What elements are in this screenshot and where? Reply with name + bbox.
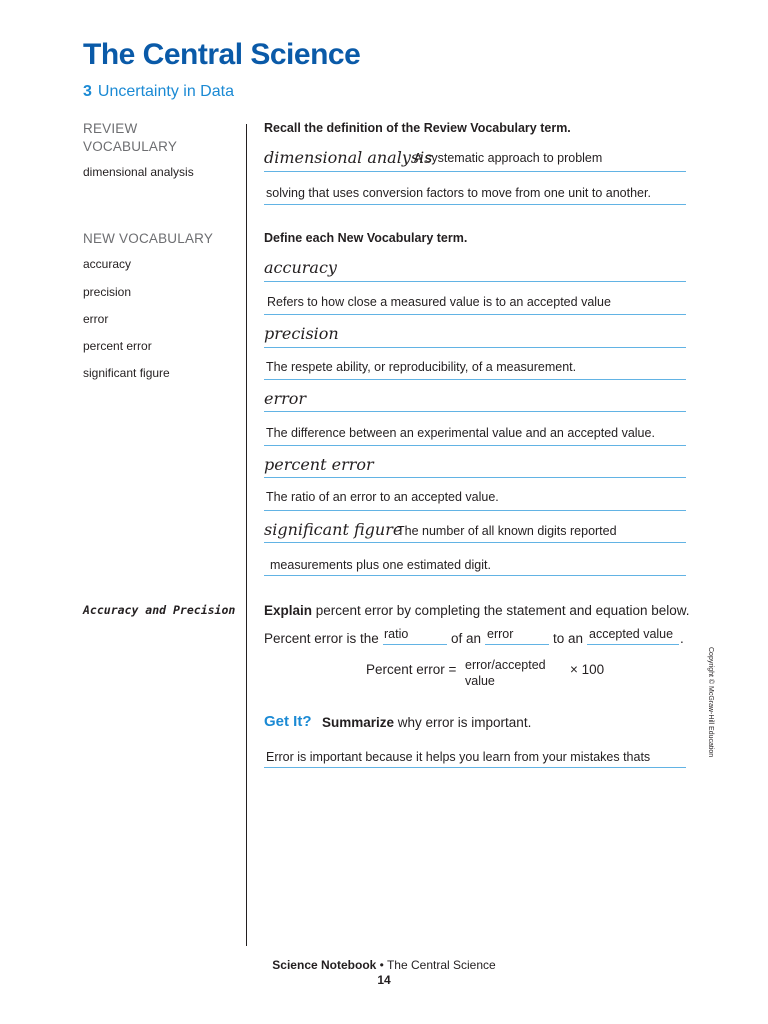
blank-error-line xyxy=(485,644,549,645)
writing-rule xyxy=(264,575,686,576)
explain-instruction xyxy=(264,603,690,618)
review-instruction: Recall the definition of the Review Vocabulary term. xyxy=(264,121,571,135)
footer-chapter-name: • The Central Science xyxy=(376,958,496,972)
section-title-text: Uncertainty in Data xyxy=(97,83,234,100)
review-term: dimensional analysis xyxy=(83,165,194,179)
new-term-accuracy: accuracy xyxy=(83,257,132,271)
review-definition-line1: A systematic approach to problem xyxy=(414,151,603,165)
blank-error-answer: error xyxy=(487,627,514,641)
entry-definition-percent-error: The ratio of an error to an accepted value. xyxy=(266,490,499,504)
footer-book-title xyxy=(0,958,768,972)
section-number: 3 xyxy=(83,83,92,100)
summarize-instruction-text: why error is important. xyxy=(394,715,532,730)
equation-numerator-line1: error/accepted xyxy=(465,658,546,672)
writing-rule xyxy=(264,347,686,348)
writing-rule xyxy=(264,171,686,172)
statement-period: . xyxy=(680,631,684,646)
entry-definition-precision: The respete ability, or reproducibility, of a measurement. xyxy=(266,360,577,374)
equation-label: Percent error = xyxy=(366,662,457,677)
section-title xyxy=(83,83,234,101)
footer-book-name: Science Notebook xyxy=(272,958,377,972)
accuracy-precision-label: Accuracy and Precision xyxy=(83,603,236,617)
entry-term-significant-figure: significant figure xyxy=(264,520,403,539)
blank-ratio-line xyxy=(383,644,447,645)
writing-rule xyxy=(264,204,686,205)
review-heading-line2: VOCABULARY xyxy=(83,139,178,154)
copyright-notice xyxy=(700,647,714,775)
writing-rule xyxy=(264,379,686,380)
copyright-text: Copyright © McGraw-Hill Education xyxy=(707,647,714,758)
blank-accepted-value-line xyxy=(587,644,679,645)
entry-term-accuracy: accuracy xyxy=(264,258,337,277)
entry-term-percent-error: percent error xyxy=(264,455,374,474)
explain-instruction-text: percent error by completing the statement and equation below. xyxy=(312,603,690,618)
review-entry-term: dimensional analysis xyxy=(264,148,433,167)
page-number: 14 xyxy=(377,973,391,987)
review-heading-line1: REVIEW xyxy=(83,121,138,136)
get-it-label: Get It? xyxy=(264,713,312,730)
blank-accepted-value-answer: accepted value xyxy=(589,627,674,641)
new-vocab-instruction: Define each New Vocabulary term. xyxy=(264,231,468,245)
entry-term-precision: precision xyxy=(264,324,339,343)
entry-definition-error: The difference between an experimental value and an accepted value. xyxy=(266,426,655,440)
entry-definition-significant-figure-line2: measurements plus one estimated digit. xyxy=(270,558,491,572)
writing-rule xyxy=(264,281,686,282)
equation-numerator-line2: value xyxy=(465,674,495,688)
new-term-error: error xyxy=(83,312,109,326)
review-definition-line2: solving that uses conversion factors to move from one unit to another. xyxy=(266,186,651,200)
new-vocabulary-heading: NEW VOCABULARY xyxy=(83,231,214,246)
statement-to-an: to an xyxy=(553,631,584,646)
writing-rule xyxy=(264,314,686,315)
statement-prefix: Percent error is the xyxy=(264,631,379,646)
new-term-percent-error: percent error xyxy=(83,339,152,353)
blank-ratio-answer: ratio xyxy=(384,627,409,641)
writing-rule xyxy=(264,542,686,543)
page-title: The Central Science xyxy=(83,38,361,71)
entry-definition-accuracy: Refers to how close a measured value is to an accepted value xyxy=(267,295,611,309)
get-it-answer: Error is important because it helps you learn from your mistakes thats xyxy=(266,750,651,764)
entry-definition-significant-figure: The number of all known digits reported xyxy=(397,524,617,538)
writing-rule xyxy=(264,477,686,478)
explain-keyword: Explain xyxy=(264,603,313,618)
review-vocabulary-heading xyxy=(83,120,177,156)
entry-term-error: error xyxy=(264,389,307,408)
new-term-significant-figure: significant figure xyxy=(83,366,170,380)
equation-multiplier: × 100 xyxy=(570,662,605,677)
writing-rule xyxy=(264,411,686,412)
statement-of-an: of an xyxy=(451,631,482,646)
writing-rule xyxy=(264,767,686,768)
summarize-instruction xyxy=(322,715,531,730)
summarize-keyword: Summarize xyxy=(322,715,395,730)
column-divider xyxy=(246,124,247,946)
new-term-precision: precision xyxy=(83,285,132,299)
writing-rule xyxy=(264,510,686,511)
writing-rule xyxy=(264,445,686,446)
